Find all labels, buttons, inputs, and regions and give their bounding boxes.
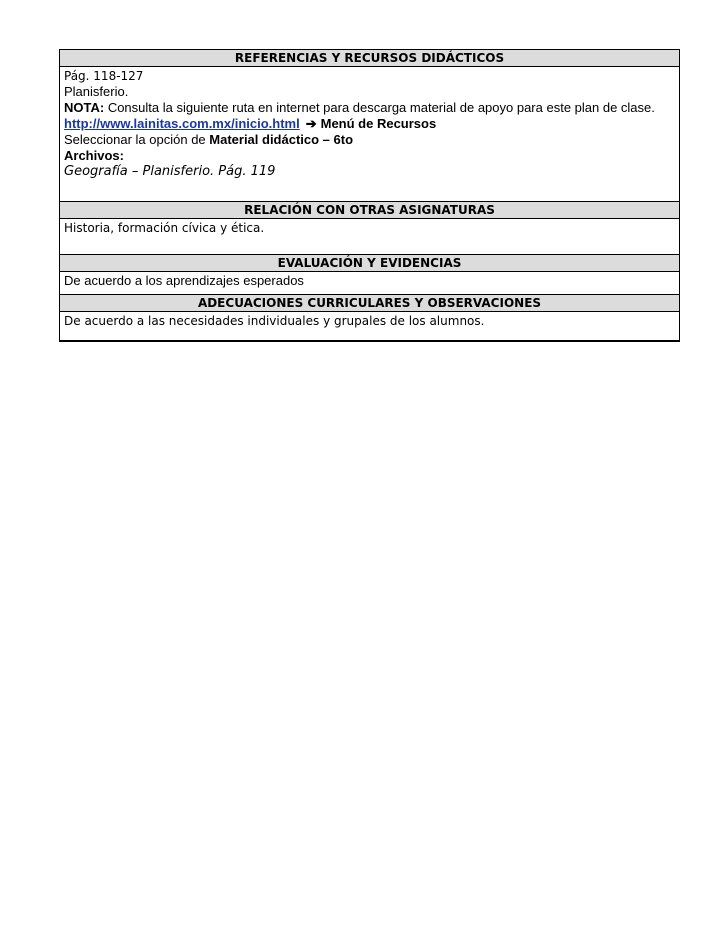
adaptations-content: De acuerdo a las necesidades individuales y grupales de los alumnos. [60, 312, 680, 342]
arrow-right-icon: ➔ [305, 116, 317, 131]
lesson-plan-table [59, 49, 680, 342]
adaptations-header: ADECUACIONES CURRICULARES Y OBSERVACIONES [60, 295, 680, 312]
evaluation-content: De acuerdo a los aprendizajes esperados [60, 272, 680, 295]
file-item: Geografía – Planisferio. Pág. 119 [64, 164, 276, 179]
link-line [64, 116, 675, 132]
files-label: Archivos: [64, 148, 124, 163]
resources-menu-label: Menú de Recursos [320, 116, 437, 131]
relation-content: Historia, formación cívica y ética. [60, 219, 680, 255]
resources-link[interactable]: http://www.lainitas.com.mx/inicio.html [64, 116, 300, 131]
relation-header: RELACIÓN CON OTRAS ASIGNATURAS [60, 202, 680, 219]
material-text: Planisferio. [64, 84, 129, 99]
select-prefix: Seleccionar la opción de [64, 132, 210, 147]
evaluation-header: EVALUACIÓN Y EVIDENCIAS [60, 255, 680, 272]
references-header: REFERENCIAS Y RECURSOS DIDÁCTICOS [60, 50, 680, 67]
note-paragraph [64, 100, 675, 116]
lesson-plan-document [59, 49, 680, 342]
note-label: NOTA: [64, 100, 105, 115]
select-option: Material didáctico – 6to [209, 132, 354, 147]
select-instruction [64, 132, 675, 148]
note-text: Consulta la siguiente ruta en internet para descarga material de apoyo para este plan de clase. [104, 100, 655, 115]
page-reference: Pág. 118-127 [64, 69, 144, 83]
references-content [60, 67, 680, 202]
